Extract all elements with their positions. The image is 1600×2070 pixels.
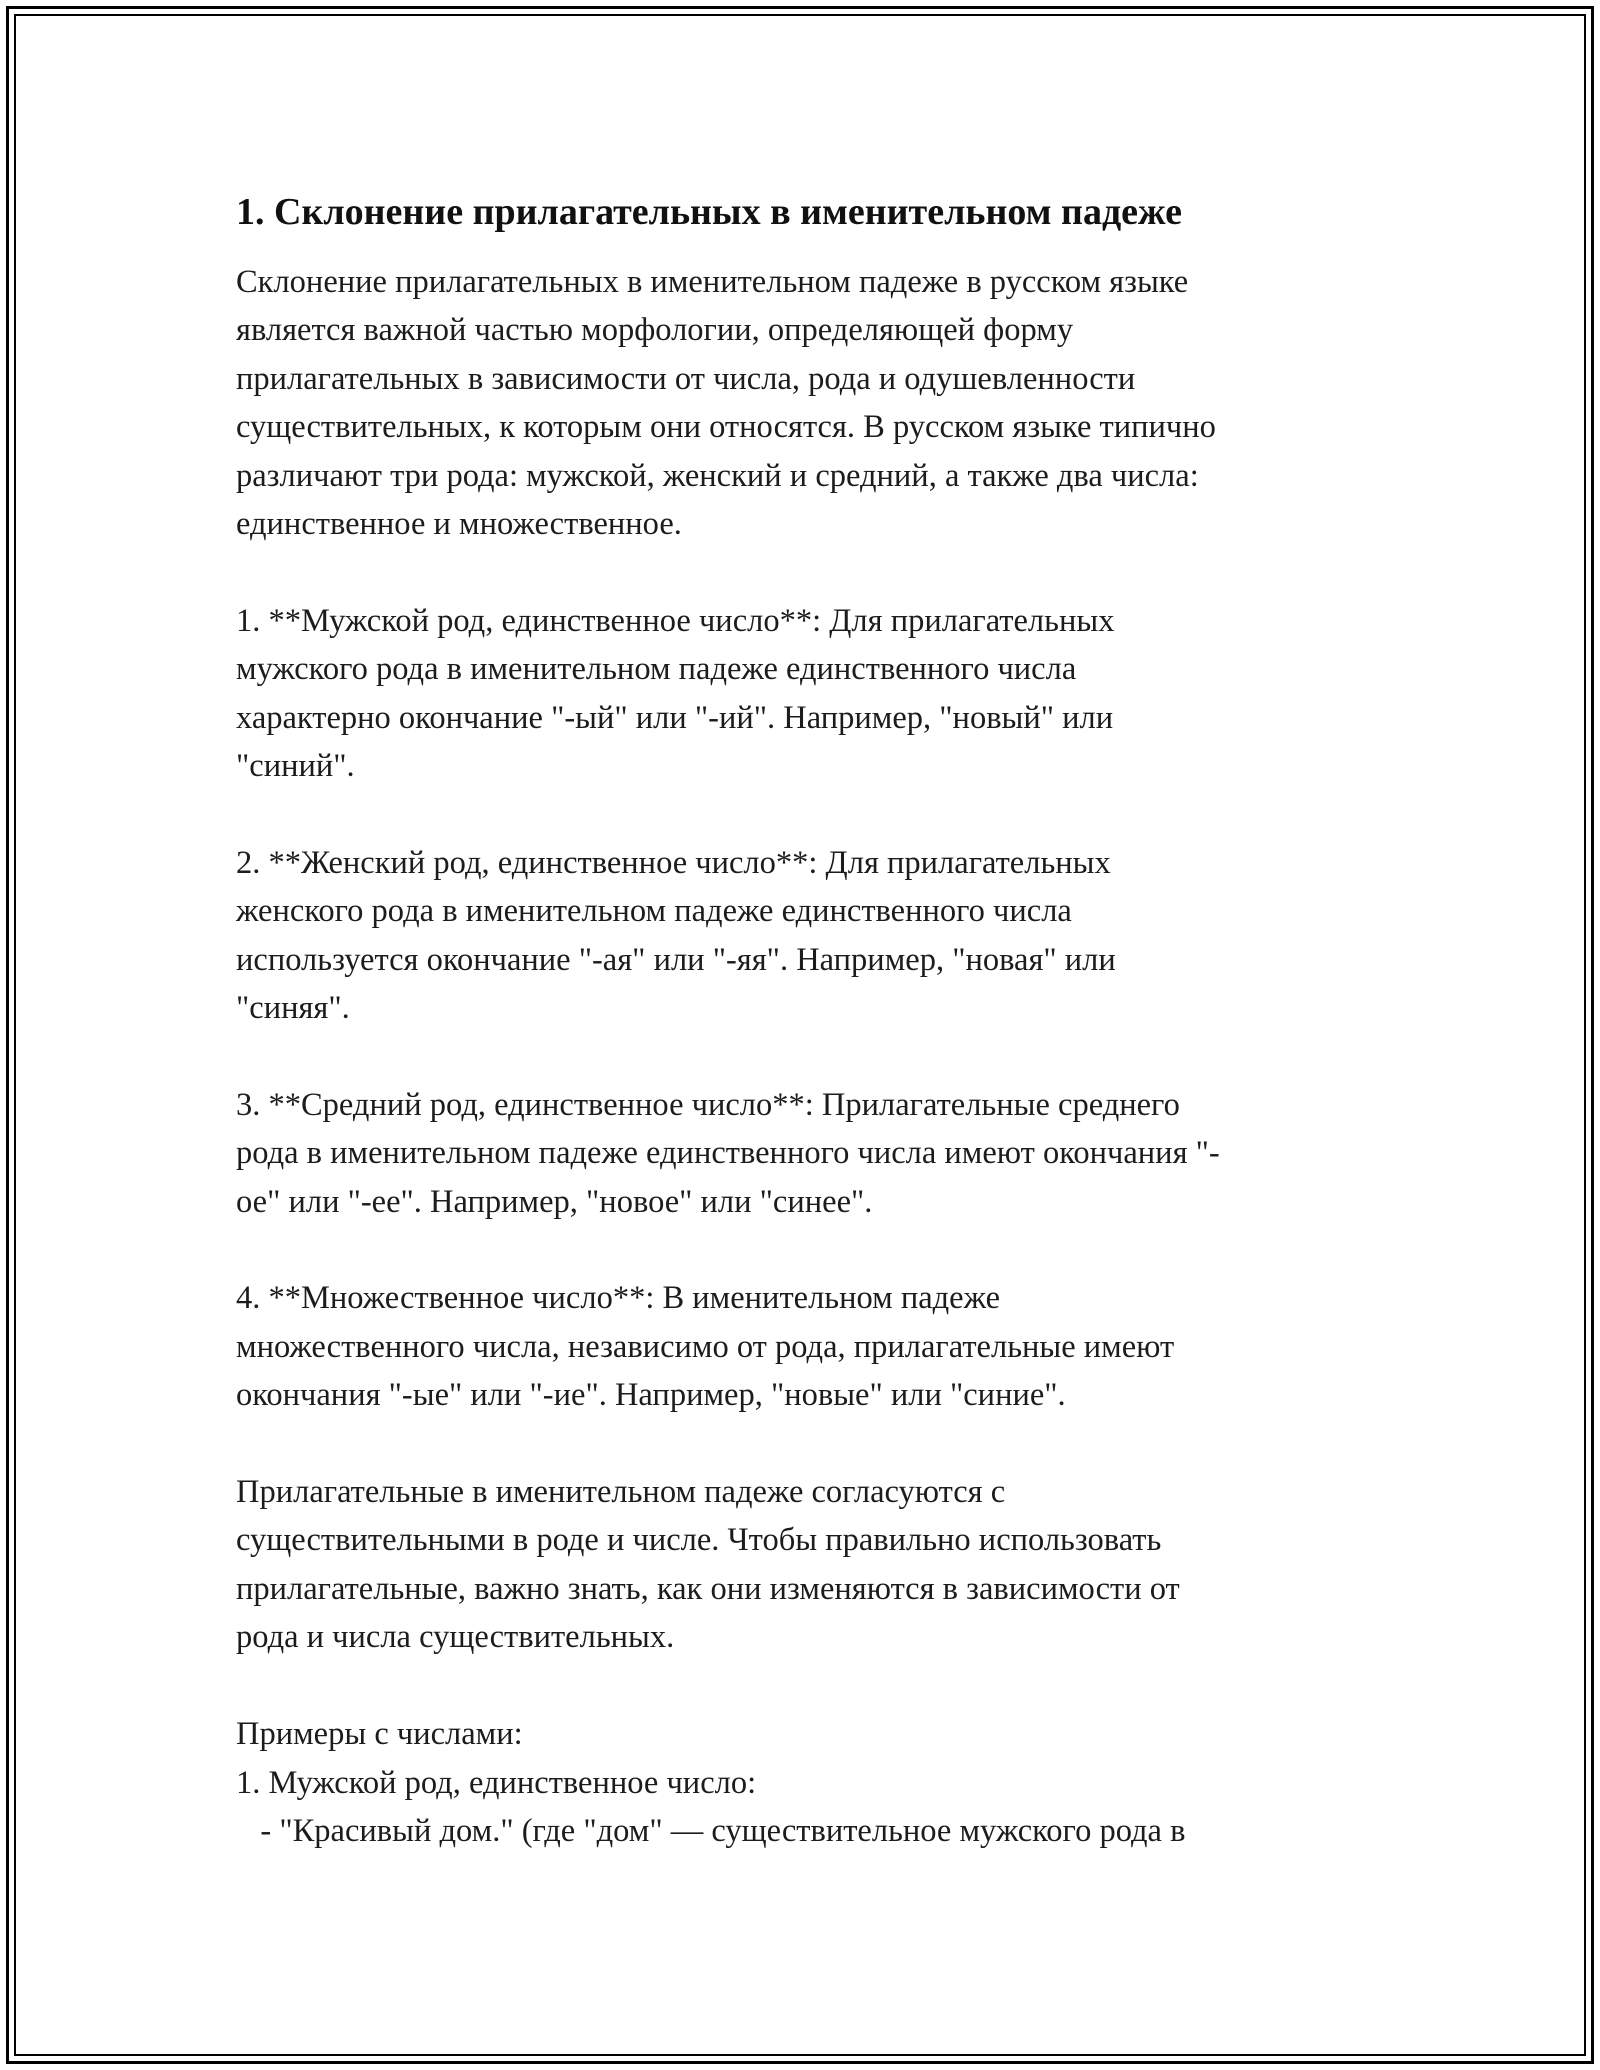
document-body (236, 188, 1366, 1855)
paragraph-gap (236, 1420, 1366, 1468)
paragraph-gap (236, 1226, 1366, 1274)
list-item-plural: 4. **Множественное число**: В именительном падеже множественного числа, независимо от рода, прилагательные имеют окончания "-ые" или "-ие". Например, "новые" или "синие". (236, 1280, 1175, 1414)
paragraph-gap (236, 1032, 1366, 1080)
list-item-neuter: 3. **Средний род, единственное число**: Прилагательные среднего рода в именительном падеже единственного числа имеют окончания "- ое" или "-ее". Например, "новое" или "синее". (236, 1086, 1220, 1220)
agreement-paragraph: Прилагательные в именительном падеже согласуются с существительными в роде и числе. Чтобы правильно использовать прилагательные, важно знать, как они изменяются в зависимости от рода и числа существительных. (236, 1474, 1180, 1656)
paragraph-gap (236, 548, 1366, 596)
examples-title: Примеры с числами: (236, 1716, 523, 1753)
paragraph-gap (236, 1662, 1366, 1710)
list-item-feminine: 2. **Женский род, единственное число**: Для прилагательных женского рода в именительном падеже единственного числа используется окончание "-ая" или "-яя". Например, "новая" или "синяя". (236, 844, 1116, 1027)
examples-item-masculine-example: - "Красивый дом." (где "дом" — существительное мужского рода в (236, 1812, 1186, 1849)
intro-paragraph: Склонение прилагательных в именительном падеже в русском языке является важной частью морфологии, определяющей форму прилагательных в зависимости от числа, рода и одушевленности существительных, к которым они относятся. В русском языке типично различают три рода: мужской, женский и средний, а также два числа: единственное и множественное. (236, 264, 1216, 543)
list-item-masculine: 1. **Мужской род, единственное число**: Для прилагательных мужского рода в именительном падеже единственного числа характерно окончание "-ый" или "-ий". Например, "новый" или "синий". (236, 602, 1115, 785)
section-heading: 1. Склонение прилагательных в именительном падеже (236, 191, 1182, 233)
paragraph-gap (236, 790, 1366, 838)
examples-item-masculine: 1. Мужской род, единственное число: (236, 1764, 757, 1801)
